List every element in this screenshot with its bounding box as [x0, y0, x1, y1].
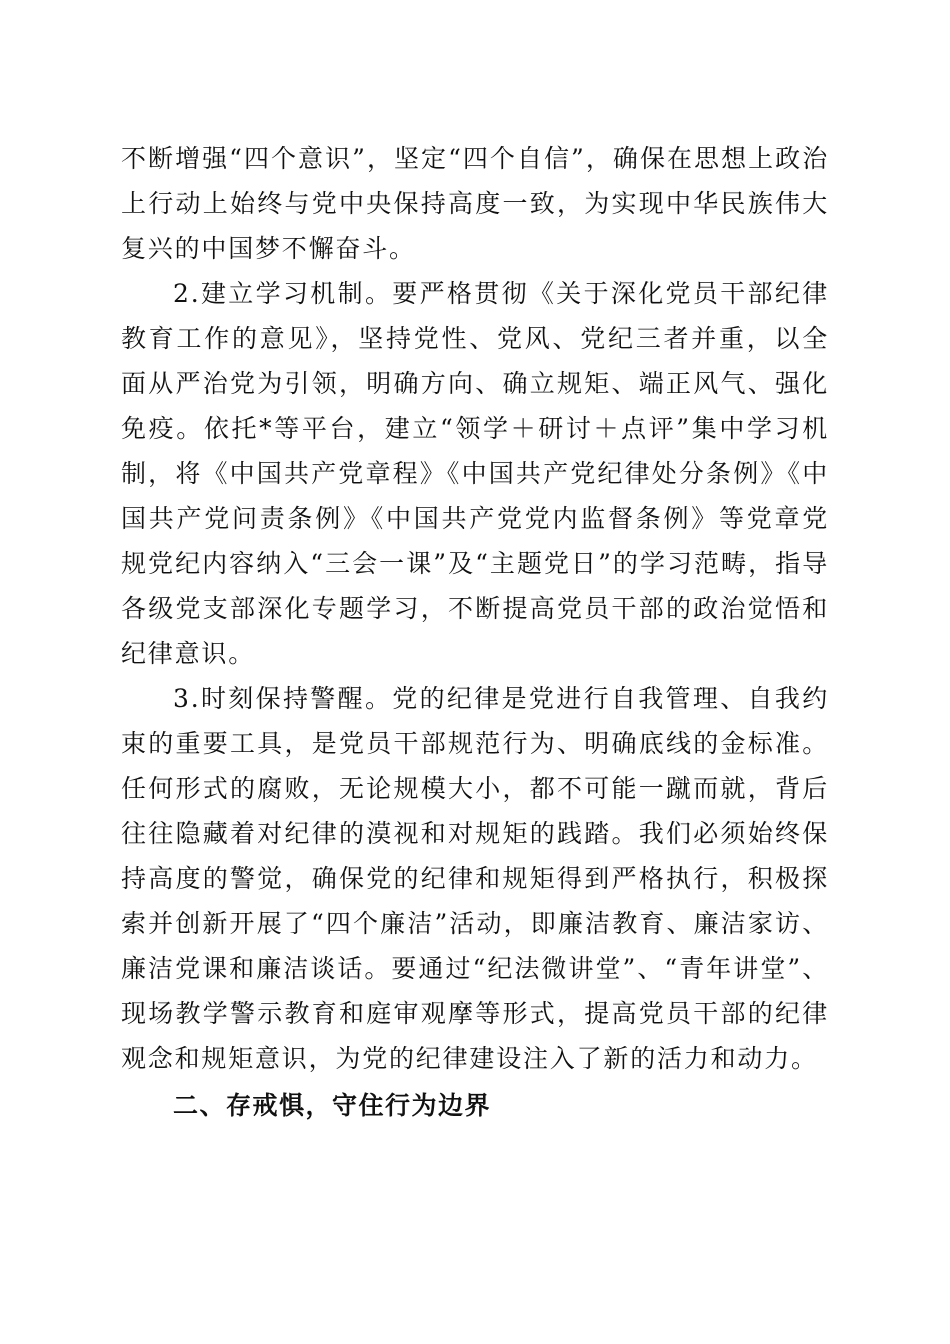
document-body	[121, 136, 829, 1128]
paragraph-stay-vigilant: 3.时刻保持警醒。党的纪律是党进行自我管理、自我约束的重要工具，是党员干部规范行为、明确底线的金标准。任何形式的腐败，无论规模大小，都不可能一蹴而就，背后往往隐藏着对纪律的漠视和对规矩的践踏。我们必须始终保持高度的警觉，确保党的纪律和规矩得到严格执行，积极探索并创新开展了“四个廉洁”活动，即廉洁教育、廉洁家访、廉洁党课和廉洁谈话。要通过“纪法微讲堂”、“青年讲堂”、现场教学警示教育和庭审观摩等形式，提高党员干部的纪律观念和规矩意识，为党的纪律建设注入了新的活力和动力。	[121, 684, 829, 1073]
paragraph-learning-mechanism: 2.建立学习机制。要严格贯彻《关于深化党员干部纪律教育工作的意见》，坚持党性、党风、党纪三者并重，以全面从严治党为引领，明确方向、确立规矩、端正风气、强化免疫。依托*等平台，建立“领学＋研讨＋点评”集中学习机制，将《中国共产党章程》《中国共产党纪律处分条例》《中国共产党问责条例》《中国共产党党内监督条例》等党章党规党纪内容纳入“三会一课”及“主题党日”的学习范畴，指导各级党支部深化专题学习，不断提高党员干部的政治觉悟和纪律意识。	[121, 279, 829, 668]
section-heading: 二、存戒惧，守住行为边界	[173, 1091, 492, 1120]
paragraph-continuation: 不断增强“四个意识”，坚定“四个自信”，确保在思想上政治上行动上始终与党中央保持高度一致，为实现中华民族伟大复兴的中国梦不懈奋斗。	[121, 144, 829, 263]
